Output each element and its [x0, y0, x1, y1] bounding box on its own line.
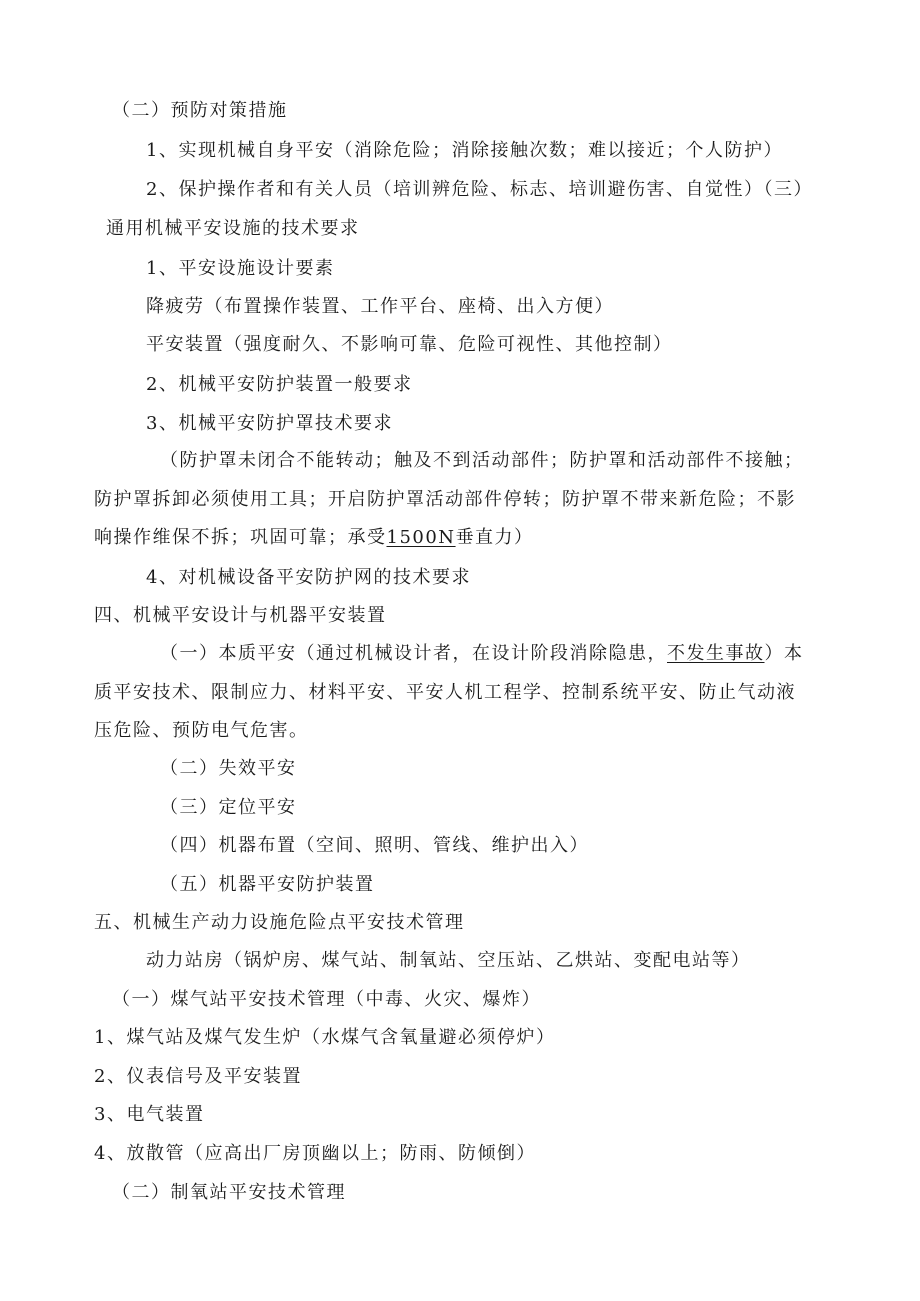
text-line: 1、煤气站及煤气发生炉（水煤气含氧量避必须停炉） — [94, 1027, 556, 1048]
text-line: 2、机械平安防护装置一般要求 — [146, 374, 413, 395]
text-line: （三）定位平安 — [160, 797, 297, 818]
text-line: （四）机器布置（空间、照明、管线、维护出入） — [160, 835, 589, 856]
text-line: （一）煤气站平安技术管理（中毒、火灾、爆炸） — [112, 989, 541, 1010]
underlined-text: 1500N — [386, 527, 456, 548]
text-line: （二）制氧站平安技术管理 — [112, 1182, 346, 1203]
underlined-text: 不发生事故 — [667, 643, 765, 664]
text-line: 质平安技术、限制应力、材料平安、平安人机工程学、控制系统平安、防止气动液 — [94, 682, 796, 703]
text-line: 3、电气装置 — [94, 1104, 205, 1125]
text-line: 1、实现机械自身平安（消除危险；消除接触次数；难以接近；个人防护） — [146, 140, 783, 161]
text-line: （二）失效平安 — [160, 758, 297, 779]
text-line: 2、保护操作者和有关人员（培训辨危险、标志、培训避伤害、自觉性）（三） — [146, 179, 813, 200]
text-line: 平安装置（强度耐久、不影响可靠、危险可视性、其他控制） — [146, 334, 673, 355]
text-line: 防护罩拆卸必须使用工具；开启防护罩活动部件停转；防护罩不带来新危险；不影 — [94, 489, 796, 510]
text-line: 动力站房（锅炉房、煤气站、制氧站、空压站、乙烘站、变配电站等） — [146, 950, 751, 971]
text-line: 通用机械平安设施的技术要求 — [106, 218, 360, 239]
text-line: 4、放散管（应高出厂房顶幽以上；防雨、防倾倒） — [94, 1143, 536, 1164]
text-segment: 响操作维保不拆；巩固可靠；承受 — [94, 527, 387, 548]
text-line — [160, 641, 804, 667]
text-line: （二）预防对策措施 — [112, 100, 288, 121]
text-line: 压危险、预防电气危害。 — [94, 720, 309, 741]
text-segment: 垂直力） — [455, 527, 534, 548]
text-line: 2、仪表信号及平安装置 — [94, 1066, 302, 1087]
text-line: 3、机械平安防护罩技术要求 — [146, 413, 393, 434]
text-segment: ）本 — [764, 643, 804, 664]
text-line: 降疲劳（布置操作装置、工作平台、座椅、出入方便） — [146, 296, 614, 317]
text-line: （防护罩未闭合不能转动；触及不到活动部件；防护罩和活动部件不接触； — [160, 450, 804, 471]
text-line: 1、平安设施设计要素 — [146, 258, 335, 279]
section-heading: 四、机械平安设计与机器平安装置 — [94, 605, 387, 626]
text-line — [94, 525, 534, 551]
section-heading: 五、机械生产动力设施危险点平安技术管理 — [94, 912, 465, 933]
text-line: 4、对机械设备平安防护网的技术要求 — [146, 567, 471, 588]
text-segment: （一）本质平安（通过机械设计者，在设计阶段消除隐患， — [160, 643, 667, 664]
text-line: （五）机器平安防护装置 — [160, 874, 375, 895]
